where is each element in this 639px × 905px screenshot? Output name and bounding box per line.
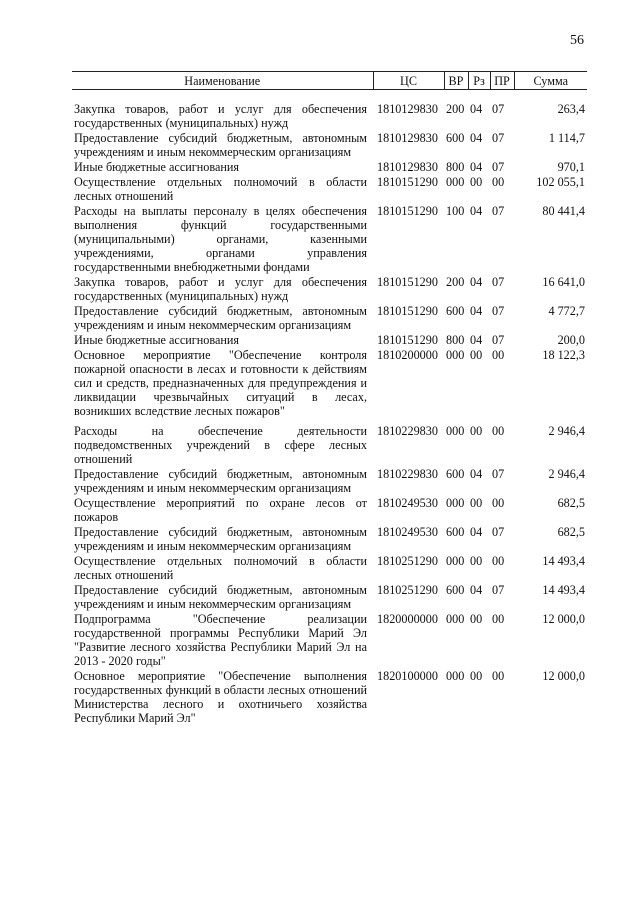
table-row (72, 160, 587, 175)
cell-cs: 1810151290 (377, 175, 438, 189)
cell-name: Предоставление субсидий бюджетным, автономным учреждениям и иным некоммерческим организациям (74, 525, 367, 553)
cell-name: Осуществление мероприятий по охране лесов от пожаров (74, 496, 367, 524)
cell-sum: 682,5 (557, 496, 585, 510)
cell-vr: 000 (446, 348, 465, 362)
cell-name: Иные бюджетные ассигнования (74, 160, 240, 174)
cell-pr: 00 (492, 669, 505, 683)
cell-name: Осуществление отдельных полномочий в области лесных отношений (74, 175, 367, 203)
cell-cs: 1810151290 (377, 204, 438, 218)
cell-sum: 200,0 (557, 333, 585, 347)
header-name: Наименование (72, 72, 373, 90)
cell-pr: 00 (492, 175, 505, 189)
header-rz: Рз (468, 72, 490, 90)
cell-rz: 00 (470, 612, 483, 626)
cell-rz: 04 (470, 525, 483, 539)
cell-pr: 00 (492, 348, 505, 362)
cell-vr: 600 (446, 525, 465, 539)
cell-cs: 1810151290 (377, 333, 438, 347)
cell-cs: 1810229830 (377, 467, 438, 481)
cell-name: Предоставление субсидий бюджетным, автономным учреждениям и иным некоммерческим организациям (74, 131, 367, 159)
cell-sum: 102 055,1 (536, 175, 585, 189)
cell-cs: 1810251290 (377, 583, 438, 597)
cell-name: Расходы на выплаты персоналу в целях обеспечения выполнения функций государственными (муниципальными) органами, казенными учреждениями, органами управления государственными внебюджетными фондами (74, 204, 367, 274)
cell-sum: 80 441,4 (542, 204, 585, 218)
cell-rz: 00 (470, 669, 483, 683)
cell-vr: 000 (446, 669, 465, 683)
cell-sum: 18 122,3 (542, 348, 585, 362)
cell-sum: 14 493,4 (542, 554, 585, 568)
cell-name: Подпрограмма "Обеспечение реализации государственной программы Республики Марий Эл "Развитие лесного хозяйства Республики Марий Эл на 2013 - 2020 годы" (74, 612, 367, 668)
cell-rz: 00 (470, 348, 483, 362)
cell-cs: 1810200000 (377, 348, 438, 362)
cell-name: Закупка товаров, работ и услуг для обеспечения государственных (муниципальных) нужд (74, 102, 367, 130)
cell-pr: 07 (492, 304, 505, 318)
table-row (72, 204, 587, 275)
table-row (72, 554, 587, 583)
table-row (72, 348, 587, 419)
cell-vr: 000 (446, 612, 465, 626)
cell-sum: 2 946,4 (548, 467, 585, 481)
table-row (72, 496, 587, 525)
table-row (72, 175, 587, 204)
table-row (72, 583, 587, 612)
cell-pr: 07 (492, 467, 505, 481)
table-row (72, 467, 587, 496)
cell-name: Предоставление субсидий бюджетным, автономным учреждениям и иным некоммерческим организациям (74, 583, 367, 611)
cell-cs: 1810129830 (377, 160, 438, 174)
cell-rz: 04 (470, 160, 483, 174)
cell-rz: 00 (470, 175, 483, 189)
cell-pr: 00 (492, 554, 505, 568)
cell-rz: 00 (470, 496, 483, 510)
cell-pr: 00 (492, 496, 505, 510)
cell-vr: 000 (446, 424, 465, 438)
cell-vr: 000 (446, 175, 465, 189)
cell-pr: 07 (492, 275, 505, 289)
cell-cs: 1810229830 (377, 424, 438, 438)
header-vr: ВР (444, 72, 468, 90)
table-row (72, 669, 587, 726)
cell-name: Осуществление отдельных полномочий в области лесных отношений (74, 554, 367, 582)
cell-cs: 1810249530 (377, 525, 438, 539)
cell-name: Закупка товаров, работ и услуг для обеспечения государственных (муниципальных) нужд (74, 275, 367, 303)
cell-rz: 04 (470, 204, 483, 218)
cell-vr: 600 (446, 304, 465, 318)
cell-rz: 04 (470, 304, 483, 318)
cell-cs: 1820100000 (377, 669, 438, 683)
table-row (72, 275, 587, 304)
cell-pr: 00 (492, 612, 505, 626)
cell-vr: 600 (446, 131, 465, 145)
cell-vr: 800 (446, 333, 465, 347)
cell-pr: 07 (492, 160, 505, 174)
cell-rz: 00 (470, 424, 483, 438)
cell-name: Основное мероприятие "Обеспечение контроля пожарной опасности в лесах и готовности к действиям сил и средств, предназначенных для предупреждения и ликвидации чрезвычайных ситуаций в лесах, возникших вследствие лесных пожаров" (74, 348, 367, 418)
cell-cs: 1810251290 (377, 554, 438, 568)
cell-pr: 07 (492, 333, 505, 347)
cell-pr: 07 (492, 525, 505, 539)
cell-sum: 263,4 (557, 102, 585, 116)
header-sum: Сумма (514, 72, 587, 90)
cell-vr: 800 (446, 160, 465, 174)
page-number: 56 (570, 33, 584, 48)
table-header (72, 72, 587, 90)
cell-rz: 04 (470, 467, 483, 481)
cell-name: Иные бюджетные ассигнования (74, 333, 240, 347)
cell-cs: 1820000000 (377, 612, 438, 626)
cell-rz: 00 (470, 554, 483, 568)
cell-cs: 1810151290 (377, 304, 438, 318)
cell-pr: 00 (492, 424, 505, 438)
cell-vr: 100 (446, 204, 465, 218)
cell-cs: 1810129830 (377, 131, 438, 145)
cell-sum: 682,5 (557, 525, 585, 539)
header-pr: ПР (490, 72, 514, 90)
cell-name: Расходы на обеспечение деятельности подведомственных учреждений в сфере лесных отношений (74, 424, 367, 466)
cell-pr: 07 (492, 583, 505, 597)
cell-pr: 07 (492, 204, 505, 218)
budget-table (72, 71, 587, 726)
cell-name: Предоставление субсидий бюджетным, автономным учреждениям и иным некоммерческим организациям (74, 304, 367, 332)
cell-sum: 2 946,4 (548, 424, 585, 438)
cell-sum: 16 641,0 (542, 275, 585, 289)
table-row (72, 525, 587, 554)
table-row (72, 304, 587, 333)
cell-sum: 14 493,4 (542, 583, 585, 597)
table-body (72, 90, 587, 727)
cell-vr: 000 (446, 554, 465, 568)
cell-rz: 04 (470, 102, 483, 116)
cell-pr: 07 (492, 102, 505, 116)
table-row (72, 419, 587, 467)
cell-sum: 4 772,7 (548, 304, 585, 318)
cell-vr: 000 (446, 496, 465, 510)
cell-vr: 600 (446, 467, 465, 481)
cell-vr: 200 (446, 275, 465, 289)
cell-sum: 970,1 (557, 160, 585, 174)
table-row (72, 333, 587, 348)
cell-name: Предоставление субсидий бюджетным, автономным учреждениям и иным некоммерческим организациям (74, 467, 367, 495)
cell-rz: 04 (470, 583, 483, 597)
cell-sum: 12 000,0 (542, 669, 585, 683)
table-row (72, 90, 587, 132)
cell-cs: 1810249530 (377, 496, 438, 510)
cell-name: Основное мероприятие "Обеспечение выполнения государственных функций в области лесных отношений Министерства лесного и охотничьего хозяйства Республики Марий Эл" (74, 669, 367, 725)
table-row (72, 131, 587, 160)
cell-cs: 1810129830 (377, 102, 438, 116)
cell-rz: 04 (470, 131, 483, 145)
cell-vr: 600 (446, 583, 465, 597)
cell-vr: 200 (446, 102, 465, 116)
cell-sum: 12 000,0 (542, 612, 585, 626)
header-cs: ЦС (373, 72, 444, 90)
cell-rz: 04 (470, 333, 483, 347)
table-row (72, 612, 587, 669)
cell-rz: 04 (470, 275, 483, 289)
cell-cs: 1810151290 (377, 275, 438, 289)
cell-pr: 07 (492, 131, 505, 145)
cell-sum: 1 114,7 (548, 131, 585, 145)
